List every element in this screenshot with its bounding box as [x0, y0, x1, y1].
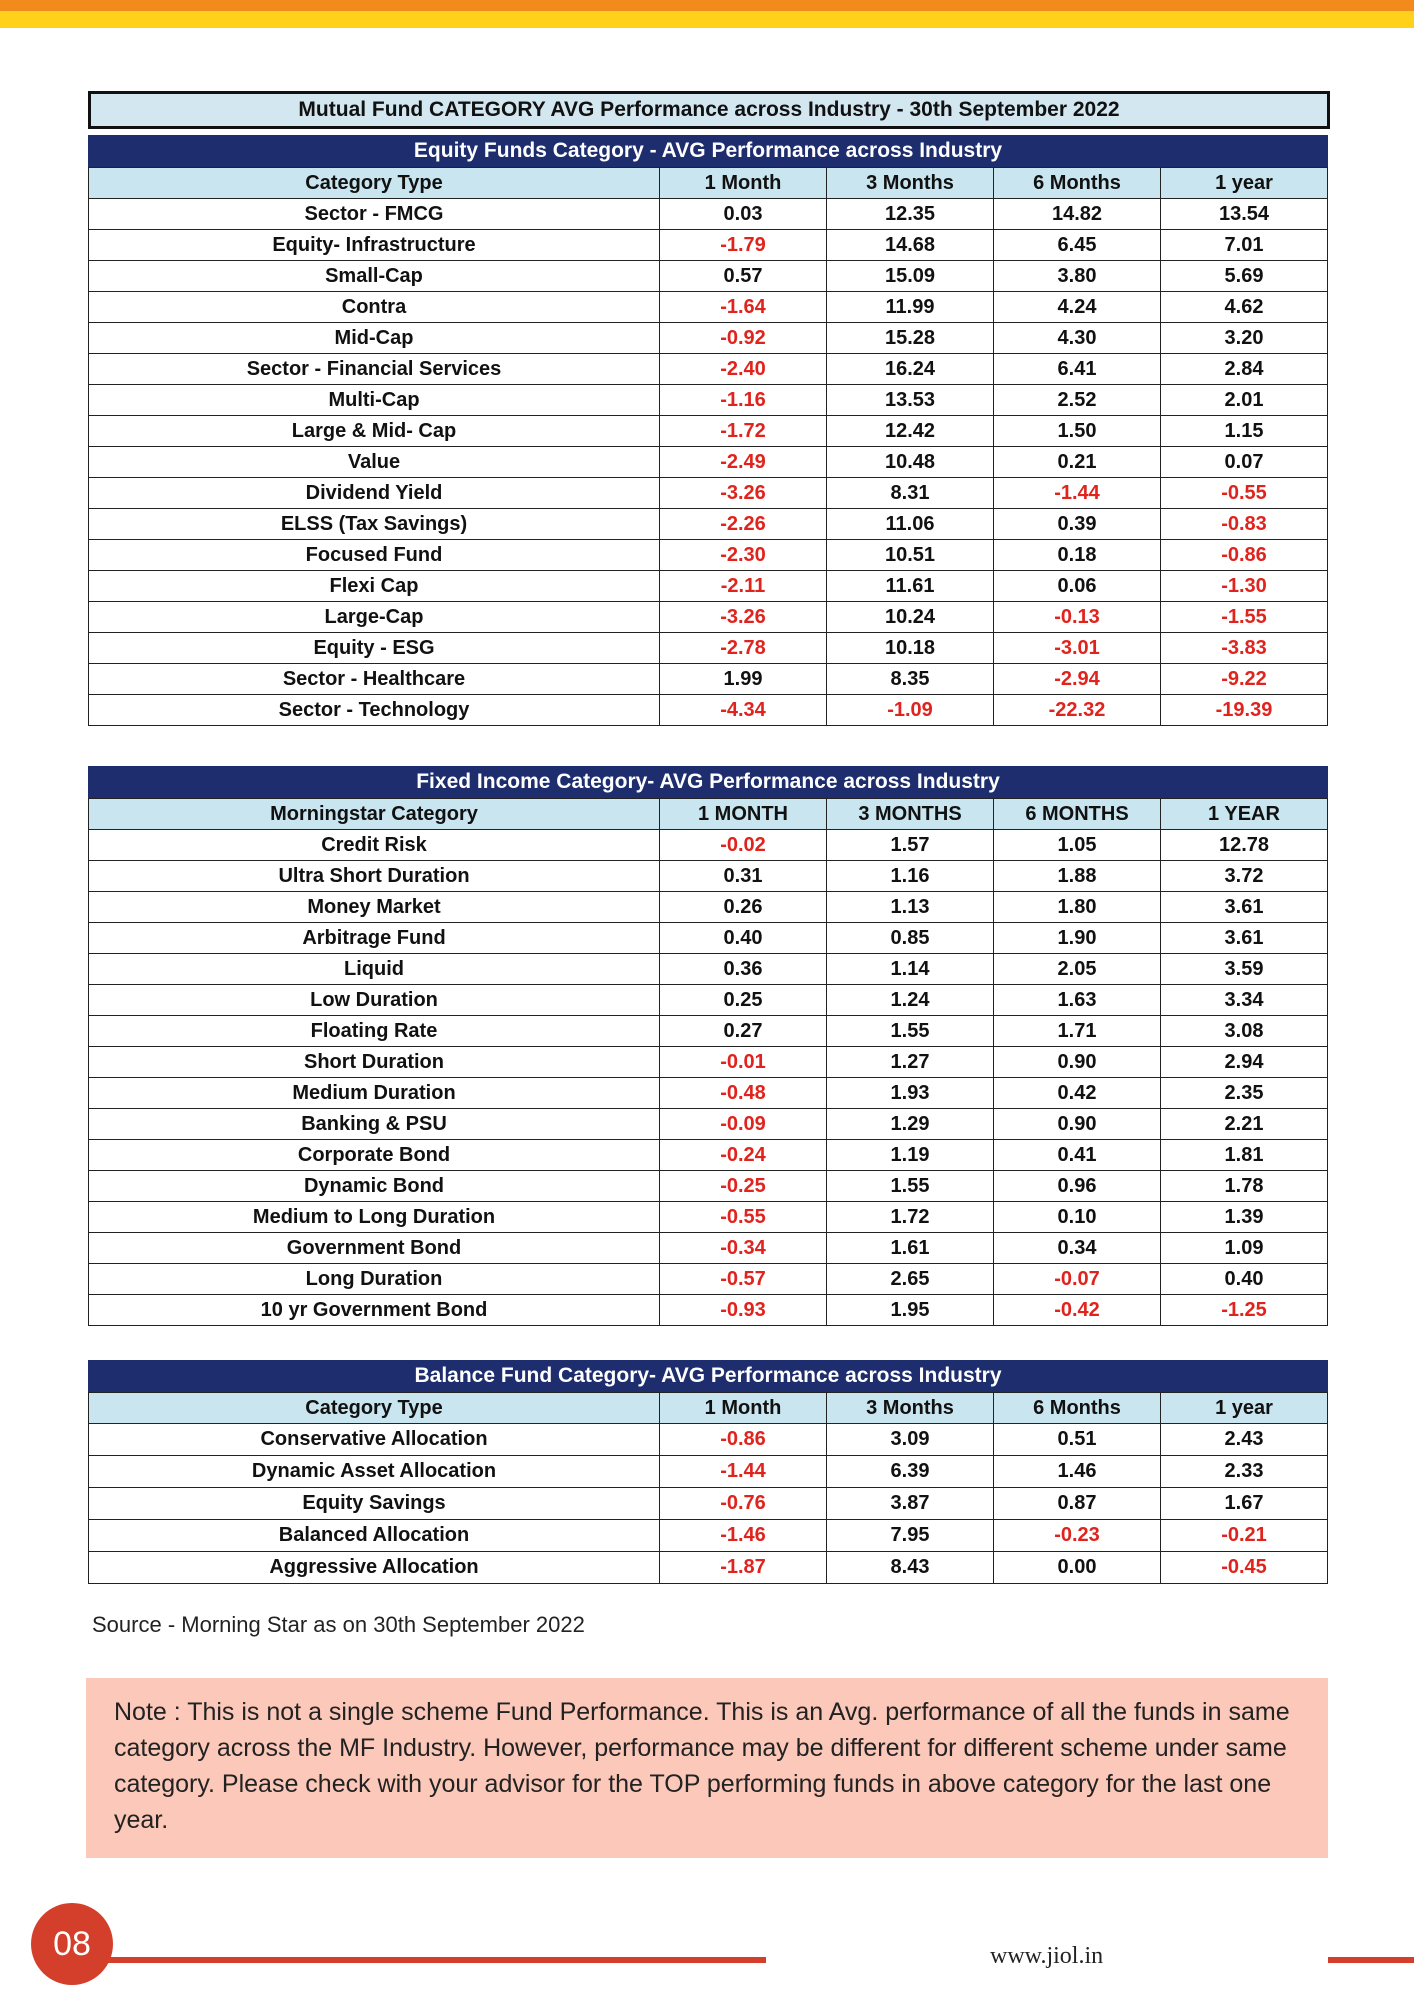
category-cell: Dynamic Asset Allocation — [89, 1456, 660, 1488]
value-cell: 5.69 — [1161, 261, 1328, 292]
category-cell: Small-Cap — [89, 261, 660, 292]
table-row — [89, 1424, 1328, 1456]
value-cell: 2.65 — [827, 1264, 994, 1295]
fixed-income-section-header: Fixed Income Category- AVG Performance across Industry — [88, 766, 1328, 798]
value-cell: 3.87 — [827, 1488, 994, 1520]
table-row — [89, 230, 1328, 261]
category-cell: Credit Risk — [89, 830, 660, 861]
category-cell: Floating Rate — [89, 1016, 660, 1047]
value-cell: 12.78 — [1161, 830, 1328, 861]
value-cell: -0.55 — [1161, 478, 1328, 509]
value-cell: 2.35 — [1161, 1078, 1328, 1109]
value-cell: -2.11 — [660, 571, 827, 602]
value-cell: -1.16 — [660, 385, 827, 416]
table-row — [89, 1552, 1328, 1584]
table-header-row — [89, 1393, 1328, 1424]
balance-table — [88, 1392, 1328, 1584]
value-cell: 0.42 — [994, 1078, 1161, 1109]
category-cell: Equity Savings — [89, 1488, 660, 1520]
table-row — [89, 199, 1328, 230]
category-cell: Mid-Cap — [89, 323, 660, 354]
value-cell: -0.93 — [660, 1295, 827, 1326]
value-cell: 0.51 — [994, 1424, 1161, 1456]
value-cell: -1.44 — [994, 478, 1161, 509]
value-cell: 3.09 — [827, 1424, 994, 1456]
value-cell: 13.53 — [827, 385, 994, 416]
value-cell: 2.84 — [1161, 354, 1328, 385]
value-cell: 8.43 — [827, 1552, 994, 1584]
value-cell: 14.68 — [827, 230, 994, 261]
value-cell: -0.86 — [660, 1424, 827, 1456]
value-cell: 0.18 — [994, 540, 1161, 571]
value-cell: -0.86 — [1161, 540, 1328, 571]
table-row — [89, 261, 1328, 292]
column-header: 3 MONTHS — [827, 799, 994, 830]
value-cell: 3.72 — [1161, 861, 1328, 892]
value-cell: -1.87 — [660, 1552, 827, 1584]
table-row — [89, 892, 1328, 923]
value-cell: -0.23 — [994, 1520, 1161, 1552]
category-cell: Corporate Bond — [89, 1140, 660, 1171]
value-cell: 1.88 — [994, 861, 1161, 892]
category-cell: Flexi Cap — [89, 571, 660, 602]
value-cell: 1.29 — [827, 1109, 994, 1140]
category-cell: 10 yr Government Bond — [89, 1295, 660, 1326]
value-cell: 0.90 — [994, 1047, 1161, 1078]
category-cell: Equity- Infrastructure — [89, 230, 660, 261]
top-decorative-bar — [0, 0, 1414, 28]
value-cell: -2.78 — [660, 633, 827, 664]
value-cell: 1.72 — [827, 1202, 994, 1233]
table-row — [89, 478, 1328, 509]
value-cell: -0.57 — [660, 1264, 827, 1295]
table-row — [89, 1078, 1328, 1109]
value-cell: 2.52 — [994, 385, 1161, 416]
value-cell: 2.94 — [1161, 1047, 1328, 1078]
value-cell: 10.18 — [827, 633, 994, 664]
table-row — [89, 1264, 1328, 1295]
value-cell: -0.45 — [1161, 1552, 1328, 1584]
table-row — [89, 633, 1328, 664]
value-cell: -1.30 — [1161, 571, 1328, 602]
value-cell: 0.87 — [994, 1488, 1161, 1520]
value-cell: 12.42 — [827, 416, 994, 447]
value-cell: 3.59 — [1161, 954, 1328, 985]
value-cell: 11.99 — [827, 292, 994, 323]
value-cell: 1.39 — [1161, 1202, 1328, 1233]
table-row — [89, 1520, 1328, 1552]
category-cell: Sector - Healthcare — [89, 664, 660, 695]
table-row — [89, 602, 1328, 633]
value-cell: 1.50 — [994, 416, 1161, 447]
value-cell: -1.46 — [660, 1520, 827, 1552]
value-cell: 10.48 — [827, 447, 994, 478]
category-cell: Sector - FMCG — [89, 199, 660, 230]
value-cell: 16.24 — [827, 354, 994, 385]
value-cell: 1.93 — [827, 1078, 994, 1109]
category-cell: Balanced Allocation — [89, 1520, 660, 1552]
value-cell: 0.10 — [994, 1202, 1161, 1233]
value-cell: 3.20 — [1161, 323, 1328, 354]
table-row — [89, 830, 1328, 861]
value-cell: 1.24 — [827, 985, 994, 1016]
value-cell: 3.80 — [994, 261, 1161, 292]
category-cell: Medium to Long Duration — [89, 1202, 660, 1233]
table-row — [89, 447, 1328, 478]
table-row — [89, 954, 1328, 985]
column-header: 3 Months — [827, 1393, 994, 1424]
category-cell: Focused Fund — [89, 540, 660, 571]
value-cell: -3.83 — [1161, 633, 1328, 664]
balance-section — [88, 1360, 1328, 1584]
category-cell: Dividend Yield — [89, 478, 660, 509]
value-cell: 0.90 — [994, 1109, 1161, 1140]
equity-table — [88, 167, 1328, 726]
value-cell: 1.16 — [827, 861, 994, 892]
value-cell: 0.31 — [660, 861, 827, 892]
value-cell: 1.99 — [660, 664, 827, 695]
column-header: 6 MONTHS — [994, 799, 1161, 830]
value-cell: -3.26 — [660, 602, 827, 633]
value-cell: -1.55 — [1161, 602, 1328, 633]
value-cell: 1.09 — [1161, 1233, 1328, 1264]
value-cell: 10.24 — [827, 602, 994, 633]
value-cell: 2.05 — [994, 954, 1161, 985]
value-cell: 0.25 — [660, 985, 827, 1016]
category-cell: Government Bond — [89, 1233, 660, 1264]
value-cell: 10.51 — [827, 540, 994, 571]
table-row — [89, 1171, 1328, 1202]
value-cell: 4.62 — [1161, 292, 1328, 323]
value-cell: 2.01 — [1161, 385, 1328, 416]
value-cell: 1.55 — [827, 1016, 994, 1047]
source-text: Source - Morning Star as on 30th September 2022 — [92, 1612, 585, 1637]
table-row — [89, 509, 1328, 540]
table-row — [89, 540, 1328, 571]
value-cell: 1.78 — [1161, 1171, 1328, 1202]
category-cell: Aggressive Allocation — [89, 1552, 660, 1584]
value-cell: 0.85 — [827, 923, 994, 954]
table-row — [89, 571, 1328, 602]
value-cell: -0.09 — [660, 1109, 827, 1140]
category-cell: Sector - Technology — [89, 695, 660, 726]
value-cell: 4.24 — [994, 292, 1161, 323]
table-header-row — [89, 799, 1328, 830]
category-cell: Large & Mid- Cap — [89, 416, 660, 447]
column-header: 3 Months — [827, 168, 994, 199]
value-cell: -1.44 — [660, 1456, 827, 1488]
footer-line-right — [1328, 1957, 1414, 1963]
value-cell: 14.82 — [994, 199, 1161, 230]
table-row — [89, 695, 1328, 726]
value-cell: 0.57 — [660, 261, 827, 292]
value-cell: 11.06 — [827, 509, 994, 540]
value-cell: -0.76 — [660, 1488, 827, 1520]
value-cell: 0.27 — [660, 1016, 827, 1047]
value-cell: 7.95 — [827, 1520, 994, 1552]
value-cell: -0.25 — [660, 1171, 827, 1202]
table-row — [89, 354, 1328, 385]
column-header: 1 YEAR — [1161, 799, 1328, 830]
value-cell: 0.36 — [660, 954, 827, 985]
category-cell: Large-Cap — [89, 602, 660, 633]
value-cell: -0.21 — [1161, 1520, 1328, 1552]
value-cell: 0.26 — [660, 892, 827, 923]
value-cell: 0.39 — [994, 509, 1161, 540]
value-cell: 1.19 — [827, 1140, 994, 1171]
value-cell: 1.46 — [994, 1456, 1161, 1488]
value-cell: 0.41 — [994, 1140, 1161, 1171]
value-cell: -1.79 — [660, 230, 827, 261]
column-header: 1 year — [1161, 1393, 1328, 1424]
value-cell: -0.42 — [994, 1295, 1161, 1326]
category-cell: Multi-Cap — [89, 385, 660, 416]
table-row — [89, 1140, 1328, 1171]
value-cell: 1.80 — [994, 892, 1161, 923]
value-cell: -2.49 — [660, 447, 827, 478]
value-cell: -1.72 — [660, 416, 827, 447]
value-cell: 0.06 — [994, 571, 1161, 602]
value-cell: 1.61 — [827, 1233, 994, 1264]
value-cell: 1.14 — [827, 954, 994, 985]
value-cell: -1.25 — [1161, 1295, 1328, 1326]
value-cell: -2.94 — [994, 664, 1161, 695]
value-cell: 11.61 — [827, 571, 994, 602]
value-cell: 3.61 — [1161, 923, 1328, 954]
value-cell: 8.31 — [827, 478, 994, 509]
value-cell: -2.26 — [660, 509, 827, 540]
category-cell: Contra — [89, 292, 660, 323]
category-cell: Low Duration — [89, 985, 660, 1016]
value-cell: -2.30 — [660, 540, 827, 571]
table-row — [89, 1488, 1328, 1520]
category-cell: Dynamic Bond — [89, 1171, 660, 1202]
equity-section — [88, 135, 1328, 726]
column-header: 1 Month — [660, 1393, 827, 1424]
table-row — [89, 385, 1328, 416]
value-cell: 1.55 — [827, 1171, 994, 1202]
value-cell: 1.13 — [827, 892, 994, 923]
value-cell: -1.09 — [827, 695, 994, 726]
value-cell: 1.05 — [994, 830, 1161, 861]
note-box: Note : This is not a single scheme Fund Performance. This is an Avg. performance of all the funds in same category across the MF Industry. However, performance may be different for different scheme under same category. Please check with your advisor for the TOP performing funds in above category for the last one year. — [86, 1678, 1328, 1858]
value-cell: 1.71 — [994, 1016, 1161, 1047]
value-cell: 1.90 — [994, 923, 1161, 954]
value-cell: -0.13 — [994, 602, 1161, 633]
value-cell: 15.09 — [827, 261, 994, 292]
category-cell: Equity - ESG — [89, 633, 660, 664]
value-cell: -0.48 — [660, 1078, 827, 1109]
value-cell: 8.35 — [827, 664, 994, 695]
category-cell: ELSS (Tax Savings) — [89, 509, 660, 540]
footer-line-left — [60, 1957, 766, 1963]
value-cell: 6.45 — [994, 230, 1161, 261]
value-cell: 2.21 — [1161, 1109, 1328, 1140]
category-cell: Conservative Allocation — [89, 1424, 660, 1456]
table-row — [89, 1109, 1328, 1140]
table-row — [89, 1456, 1328, 1488]
category-cell: Medium Duration — [89, 1078, 660, 1109]
website-link[interactable]: www.jiol.in — [990, 1943, 1104, 1969]
equity-section-header: Equity Funds Category - AVG Performance across Industry — [88, 135, 1328, 167]
category-cell: Liquid — [89, 954, 660, 985]
column-header: Category Type — [89, 168, 660, 199]
value-cell: 6.41 — [994, 354, 1161, 385]
value-cell: 0.00 — [994, 1552, 1161, 1584]
value-cell: 3.08 — [1161, 1016, 1328, 1047]
table-row — [89, 1295, 1328, 1326]
table-row — [89, 323, 1328, 354]
balance-section-header: Balance Fund Category- AVG Performance across Industry — [88, 1360, 1328, 1392]
value-cell: 4.30 — [994, 323, 1161, 354]
table-row — [89, 664, 1328, 695]
document-title: Mutual Fund CATEGORY AVG Performance across Industry - 30th September 2022 — [88, 91, 1330, 129]
value-cell: -3.01 — [994, 633, 1161, 664]
table-row — [89, 985, 1328, 1016]
value-cell: 0.40 — [660, 923, 827, 954]
category-cell: Arbitrage Fund — [89, 923, 660, 954]
column-header: Morningstar Category — [89, 799, 660, 830]
page-number-badge: 08 — [31, 1903, 113, 1985]
value-cell: 1.27 — [827, 1047, 994, 1078]
value-cell: 7.01 — [1161, 230, 1328, 261]
column-header: 1 year — [1161, 168, 1328, 199]
value-cell: -2.40 — [660, 354, 827, 385]
value-cell: -22.32 — [994, 695, 1161, 726]
fixed-income-section — [88, 766, 1328, 1326]
value-cell: 0.34 — [994, 1233, 1161, 1264]
value-cell: 3.61 — [1161, 892, 1328, 923]
value-cell: -0.34 — [660, 1233, 827, 1264]
column-header: Category Type — [89, 1393, 660, 1424]
value-cell: -9.22 — [1161, 664, 1328, 695]
table-row — [89, 416, 1328, 447]
value-cell: 2.33 — [1161, 1456, 1328, 1488]
value-cell: -0.02 — [660, 830, 827, 861]
column-header: 1 Month — [660, 168, 827, 199]
value-cell: 0.21 — [994, 447, 1161, 478]
value-cell: 1.95 — [827, 1295, 994, 1326]
value-cell: -0.55 — [660, 1202, 827, 1233]
value-cell: 0.40 — [1161, 1264, 1328, 1295]
table-row — [89, 861, 1328, 892]
value-cell: 1.81 — [1161, 1140, 1328, 1171]
value-cell: 6.39 — [827, 1456, 994, 1488]
value-cell: 2.43 — [1161, 1424, 1328, 1456]
category-cell: Ultra Short Duration — [89, 861, 660, 892]
table-row — [89, 1016, 1328, 1047]
value-cell: -0.01 — [660, 1047, 827, 1078]
value-cell: -0.24 — [660, 1140, 827, 1171]
value-cell: -0.92 — [660, 323, 827, 354]
table-row — [89, 923, 1328, 954]
value-cell: -19.39 — [1161, 695, 1328, 726]
table-row — [89, 292, 1328, 323]
value-cell: 1.15 — [1161, 416, 1328, 447]
category-cell: Banking & PSU — [89, 1109, 660, 1140]
category-cell: Short Duration — [89, 1047, 660, 1078]
value-cell: 3.34 — [1161, 985, 1328, 1016]
value-cell: 15.28 — [827, 323, 994, 354]
value-cell: -1.64 — [660, 292, 827, 323]
value-cell: 12.35 — [827, 199, 994, 230]
value-cell: -0.07 — [994, 1264, 1161, 1295]
value-cell: 1.63 — [994, 985, 1161, 1016]
fixed-income-table — [88, 798, 1328, 1326]
column-header: 6 Months — [994, 168, 1161, 199]
table-row — [89, 1202, 1328, 1233]
column-header: 6 Months — [994, 1393, 1161, 1424]
category-cell: Value — [89, 447, 660, 478]
table-row — [89, 1047, 1328, 1078]
category-cell: Money Market — [89, 892, 660, 923]
table-row — [89, 1233, 1328, 1264]
category-cell: Long Duration — [89, 1264, 660, 1295]
value-cell: 13.54 — [1161, 199, 1328, 230]
value-cell: 0.96 — [994, 1171, 1161, 1202]
value-cell: -0.83 — [1161, 509, 1328, 540]
value-cell: 0.07 — [1161, 447, 1328, 478]
value-cell: -4.34 — [660, 695, 827, 726]
value-cell: 1.57 — [827, 830, 994, 861]
table-header-row — [89, 168, 1328, 199]
value-cell: 0.03 — [660, 199, 827, 230]
column-header: 1 MONTH — [660, 799, 827, 830]
category-cell: Sector - Financial Services — [89, 354, 660, 385]
value-cell: -3.26 — [660, 478, 827, 509]
value-cell: 1.67 — [1161, 1488, 1328, 1520]
